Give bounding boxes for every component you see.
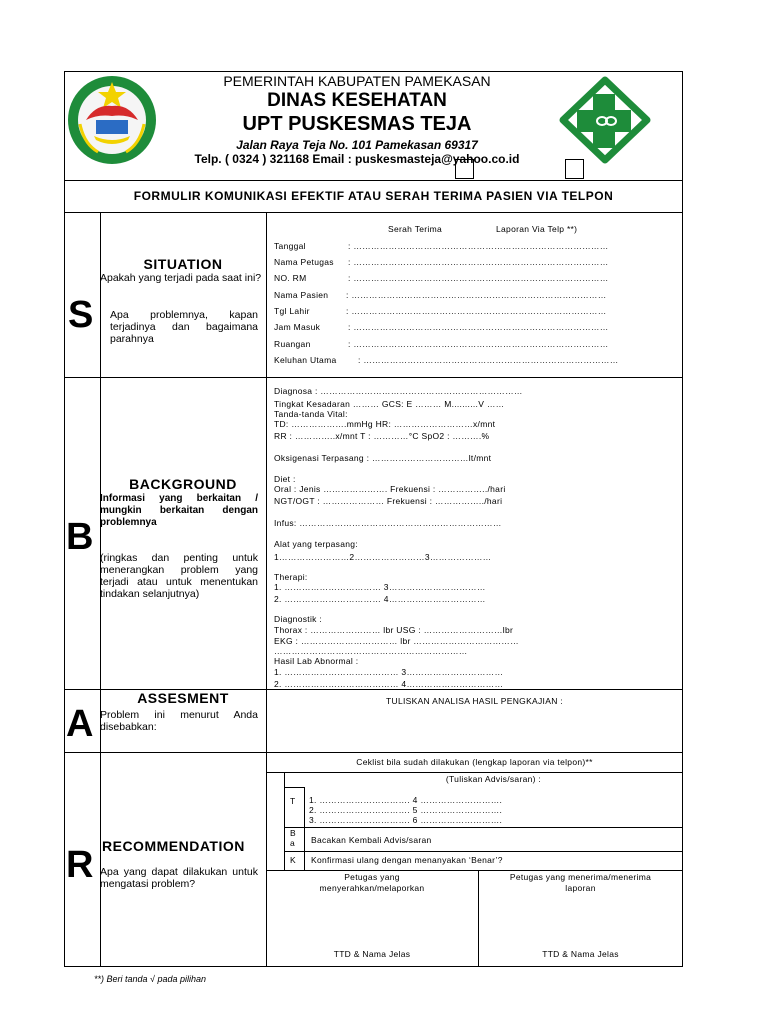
contact: Telp. ( 0324 ) 321168 Email : puskesmasteja@yahoo.co.id [194,152,520,166]
assessment-description: Problem ini menurut Anda disebabkan: [100,709,258,733]
bg-line: Therapi: [274,572,308,582]
bg-line: 1. ………………………………… 3…………………………… [274,667,504,677]
bg-line: 2. …………………………… 4…………………………… [274,594,486,604]
form-title: FORMULIR KOMUNIKASI EFEKTIF ATAU SERAH TERIMA PASIEN VIA TELPON [133,189,614,203]
ba-label: B [290,828,296,838]
field-row: NO. RM : …………………………………………………………………………… [274,273,609,283]
field-row: Nama Petugas : …………………………………………………………………………… [274,257,609,267]
option-laporan-telp[interactable]: Laporan Via Telp **) [496,224,578,234]
bg-line: Infus: …………………………………………………………… [274,518,502,528]
option-serah-terima[interactable]: Serah Terima [388,224,442,234]
k-label: K [290,855,296,865]
divider [64,212,683,213]
divider [64,180,683,181]
bg-line: 2. ………………………………… 4…………………………… [274,679,504,689]
situation-title: SITUATION [143,256,223,272]
advis-line: 2. …………………………. 5 ………………………. [309,805,503,815]
divider [284,827,683,828]
read-back-text: Bacakan Kembali Advis/saran [311,835,432,845]
bg-line: ………………………………………………………… [274,646,468,656]
signature-right-title: Petugas yang menerima/menerima [509,872,652,882]
bg-line: Hasil Lab Abnormal : [274,656,359,666]
field-row: Tanggal : …………………………………………………………………………… [274,241,609,251]
bg-line: Oksigenasi Terpasang : ……………………………lt/mnt [274,453,492,463]
puskesmas-logo [557,74,653,166]
checkbox[interactable] [565,159,584,179]
background-bold-description: Informasi yang berkaitan / mungkin berkaitan dengan problemnya [100,493,258,528]
field-row: Jam Masuk : …………………………………………………………………………… [274,322,609,332]
bg-line: Diagnosa : …………………………………………………………… [274,386,523,396]
column-divider [304,787,305,870]
bg-line: Tanda-tanda Vital: [274,409,348,419]
footnote: **) Beri tanda √ pada pilihan [94,974,207,984]
recommendation-description: Apa yang dapat dilakukan untuk mengatasi problem? [100,866,258,890]
ba-label: a [290,838,296,848]
bg-line: Diet : [274,474,296,484]
confirm-text: Konfirmasi ulang dengan menanyakan ‘Benar’? [311,855,503,865]
analysis-label: TULISKAN ANALISA HASIL PENGKAJIAN : [386,696,563,706]
bg-line: Thorax : …………………… lbr USG : ………………………lbr [274,625,514,635]
field-row: Tgl Lahir : …………………………………………………………………………… [274,306,607,316]
divider [64,752,683,753]
divider [266,870,683,871]
field-row: Keluhan Utama : …………………………………………………………………………… [274,355,619,365]
sbar-letter-s: S [68,294,94,336]
field-row: Ruangan : …………………………………………………………………………… [274,339,609,349]
advis-line: 3. …………………………. 6 ………………………. [309,815,503,825]
bg-line: Tingkat Kesadaran ……… GCS: E ……… M..........V …… [274,399,505,409]
bg-line: Diagnostik : [274,614,323,624]
signature-left-title: menyerahkan/melaporkan [319,883,425,893]
sbar-letter-b: B [66,516,94,558]
bg-line: 1……………………2……………………3………………… [274,552,492,562]
assessment-title: ASSESMENT [137,690,229,706]
divider [284,851,683,852]
bg-line: RR : …………..x/mnt T : …………°C SpO2 : ……….% [274,431,490,441]
dept-title: DINAS KESEHATAN [267,90,447,111]
bg-line: Alat yang terpasang: [274,539,358,549]
background-description: (ringkas dan penting untuk menerangkan problem yang terjadi atau untuk menentukan tindakan selanjutnya) [100,552,258,600]
sbar-letter-a: A [66,703,94,745]
bg-line: 1. …………………………… 3…………………………… [274,582,486,592]
bg-line: TD: ……………….mmHg HR: ………………………x/mnt [274,419,496,429]
advis-line: 1. …………………………. 4 ………………………. [309,795,503,805]
checklist-label: Ceklist bila sudah dilakukan (lengkap laporan via telpon)** [356,757,593,767]
address: Jalan Raya Teja No. 101 Pamekasan 69317 [236,138,478,152]
advis-header: (Tuliskan Advis/saran) : [445,774,542,784]
recommendation-title: RECOMMENDATION [102,838,245,854]
regency-logo [66,74,158,166]
signature-right-title: laporan [565,883,596,893]
upt-title: UPT PUSKESMAS TEJA [242,113,472,135]
situation-description: Apa problemnya, kapan terjadinya dan bagaimana parahnya [110,309,258,345]
checkbox[interactable] [455,159,474,179]
bg-line: EKG : …………………………… lbr ……………………………… [274,636,519,646]
t-label: T [290,796,296,806]
divider [284,787,304,788]
signature-left-label: TTD & Nama Jelas [333,949,411,959]
signature-right-label: TTD & Nama Jelas [542,949,619,959]
sbar-letter-r: R [66,844,94,886]
situation-question: Apakah yang terjadi pada saat ini? [100,272,262,284]
divider [266,772,683,773]
signature-left-title: Petugas yang [344,872,400,882]
background-title: BACKGROUND [129,476,237,492]
bg-line: Oral : Jenis …………………. Frekuensi : ……………../hari [274,484,506,494]
field-row: Nama Pasien : …………………………………………………………………………… [274,290,607,300]
divider [64,377,683,378]
bg-line: NGT/OGT : ………………… Frekuensi : ……………../hari [274,496,503,506]
gov-title: PEMERINTAH KABUPATEN PAMEKASAN [223,73,491,89]
